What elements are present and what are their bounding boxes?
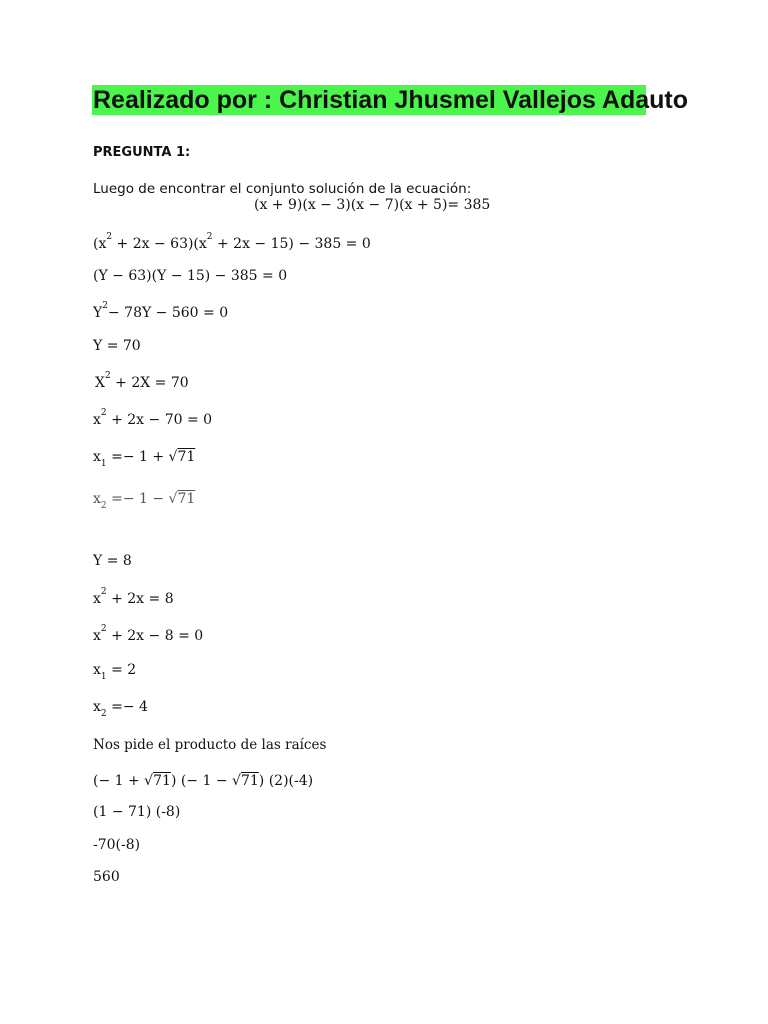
final-answer: 560: [93, 869, 120, 885]
equation-line: $x_2 =- 4$: [93, 699, 148, 719]
main-equation: (x + 9)(x − 3)(x − 7)(x + 5)= 385: [254, 197, 491, 213]
equation-line: $x_2 =- 1 - √71$: [93, 491, 196, 511]
equation-line: (1 − 71) (-8): [93, 804, 181, 820]
equation-line: Y = 70: [93, 338, 141, 354]
equation-line: $Y^2- 78Y - 560 = 0$: [93, 301, 229, 321]
equation-line: -70(-8): [93, 837, 141, 853]
equation-line: $(x^2 + 2x - 63)(x^2 + 2x - 15) - 385 = 0$: [93, 232, 371, 252]
author-title: Realizado por : Christian Jhusmel Vallejos Adauto: [93, 86, 689, 114]
question-heading: PREGUNTA 1:: [93, 145, 191, 160]
roots-product-note: Nos pide el producto de las raíces: [93, 737, 327, 753]
intro-text: Luego de encontrar el conjunto solución de la ecuación:: [93, 181, 472, 197]
equation-line: $x_1 =- 1 + √71$: [93, 449, 196, 469]
equation-line: Y = 8: [93, 553, 132, 569]
equation-line: $x^2 + 2x - 8 = 0$: [93, 624, 204, 644]
equation-line: (Y − 63)(Y − 15) − 385 = 0: [93, 268, 288, 284]
equation-line: $X^2 + 2X = 70$: [95, 371, 189, 391]
equation-line: (− 1 + √71) (− 1 − √71) (2)(-4): [93, 773, 314, 789]
equation-line: $x^2 + 2x = 8$: [93, 587, 174, 607]
equation-line: $x^2 + 2x - 70 = 0$: [93, 408, 213, 428]
equation-line: $x_1 = 2$: [93, 662, 137, 682]
